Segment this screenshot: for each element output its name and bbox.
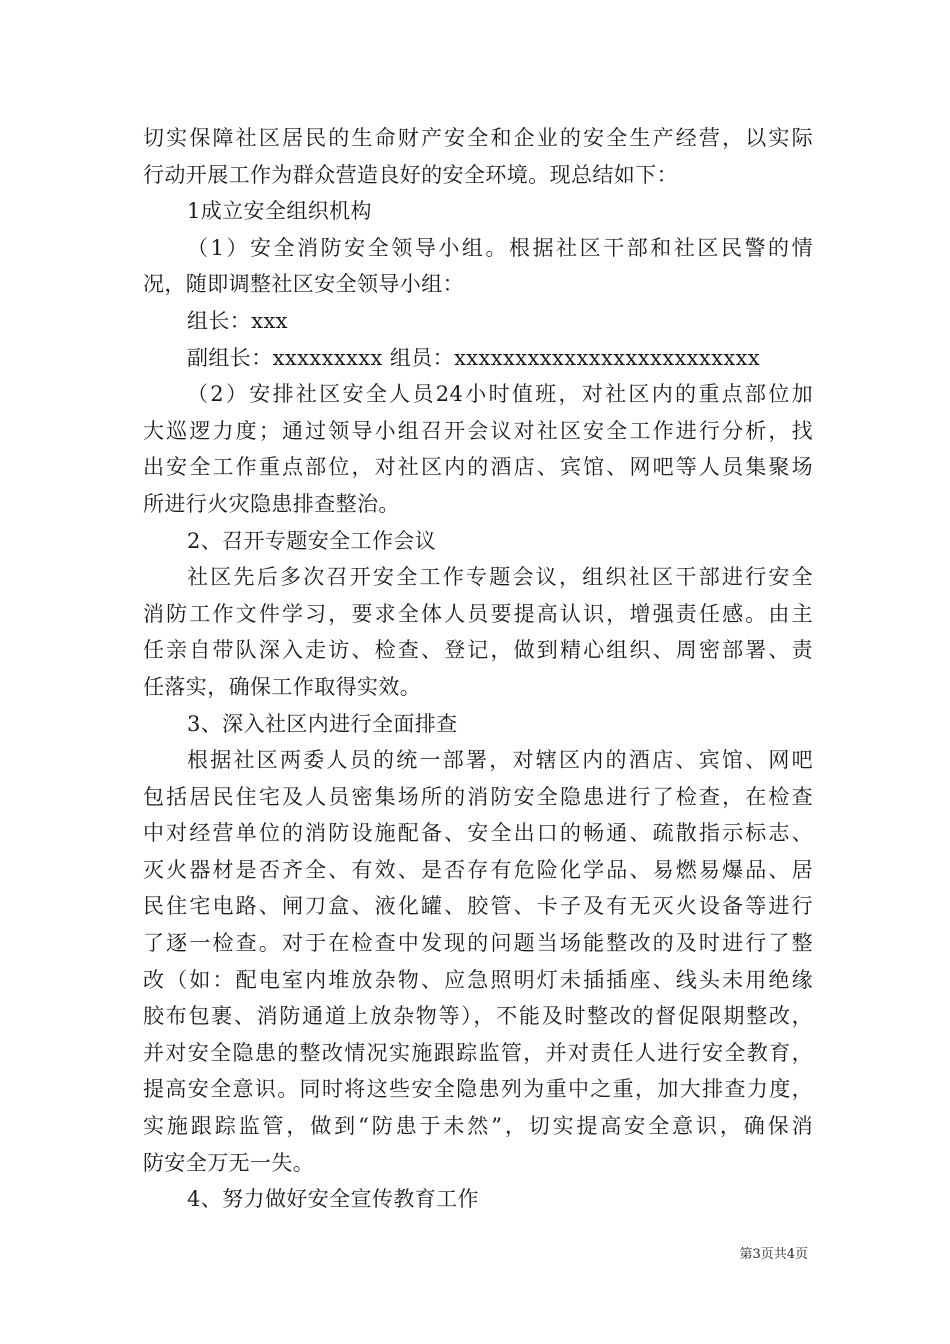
text-line: 况，随即调整社区安全领导小组： <box>143 272 464 297</box>
text-line: 并对安全隐患的整改情况实施跟踪监管，并对责任人进行安全教育， <box>143 1040 813 1065</box>
text-line: （2）安排社区安全人员24小时值班，对社区内的重点部位加 <box>187 382 813 407</box>
text-line: 提高安全意识。同时将这些安全隐患列为重中之重，加大排查力度， <box>143 1077 813 1102</box>
text-line: 副组长：xxxxxxxxx 组员：xxxxxxxxxxxxxxxxxxxxxxxxx <box>187 345 761 370</box>
text-line: 民住宅电路、闸刀盒、液化罐、胶管、卡子及有无灭火设备等进行 <box>143 894 813 919</box>
text-line: 出安全工作重点部位，对社区内的酒店、宾馆、网吧等人员集聚场 <box>143 455 813 480</box>
text-line: 组长：xxx <box>187 308 288 333</box>
text-line: （1）安全消防安全领导小组。根据社区干部和社区民警的情 <box>187 235 813 260</box>
text-line: 灭火器材是否齐全、有效、是否存有危险化学品、易燃易爆品、居 <box>143 857 813 882</box>
text-line: 所进行火灾隐患排查整治。 <box>143 491 400 516</box>
text-line: 中对经营单位的消防设施配备、安全出口的畅通、疏散指示标志、 <box>143 821 813 846</box>
text-line: 任亲自带队深入走访、检查、登记，做到精心组织、周密部署、责 <box>143 638 813 663</box>
text-line: 包括居民住宅及人员密集场所的消防安全隐患进行了检查，在检查 <box>143 784 813 809</box>
text-line: 社区先后多次召开安全工作专题会议，组织社区干部进行安全 <box>187 565 813 590</box>
text-line: 改（如：配电室内堆放杂物、应急照明灯未插插座、线头未用绝缘 <box>143 967 813 992</box>
text-line: 胶布包裹、消防通道上放杂物等），不能及时整改的督促限期整改， <box>143 1004 813 1029</box>
text-line: 实施跟踪监管，做到“防患于未然”，切实提高安全意识，确保消 <box>143 1114 813 1139</box>
text-line: 4、努力做好安全宣传教育工作 <box>187 1187 479 1212</box>
text-line: 防安全万无一失。 <box>143 1150 315 1175</box>
text-line: 1成立安全组织机构 <box>187 199 372 224</box>
text-line: 行动开展工作为群众营造良好的安全环境。现总结如下： <box>143 162 678 187</box>
text-line: 任落实，确保工作取得实效。 <box>143 674 422 699</box>
text-line: 了逐一检查。对于在检查中发现的问题当场能整改的及时进行了整 <box>143 931 813 956</box>
text-line: 大巡逻力度；通过领导小组召开会议对社区安全工作进行分析，找 <box>143 418 813 443</box>
page-number: 第3页共4页 <box>739 1247 808 1262</box>
document-body <box>143 120 813 1218</box>
text-line: 根据社区两委人员的统一部署，对辖区内的酒店、宾馆、网吧 <box>187 748 813 773</box>
text-line: 切实保障社区居民的生命财产安全和企业的安全生产经营，以实际 <box>143 126 813 150</box>
text-line: 3、深入社区内进行全面排查 <box>187 711 458 736</box>
text-line: 2、召开专题安全工作会议 <box>187 528 437 553</box>
text-line: 消防工作文件学习，要求全体人员要提高认识，增强责任感。由主 <box>143 601 813 626</box>
